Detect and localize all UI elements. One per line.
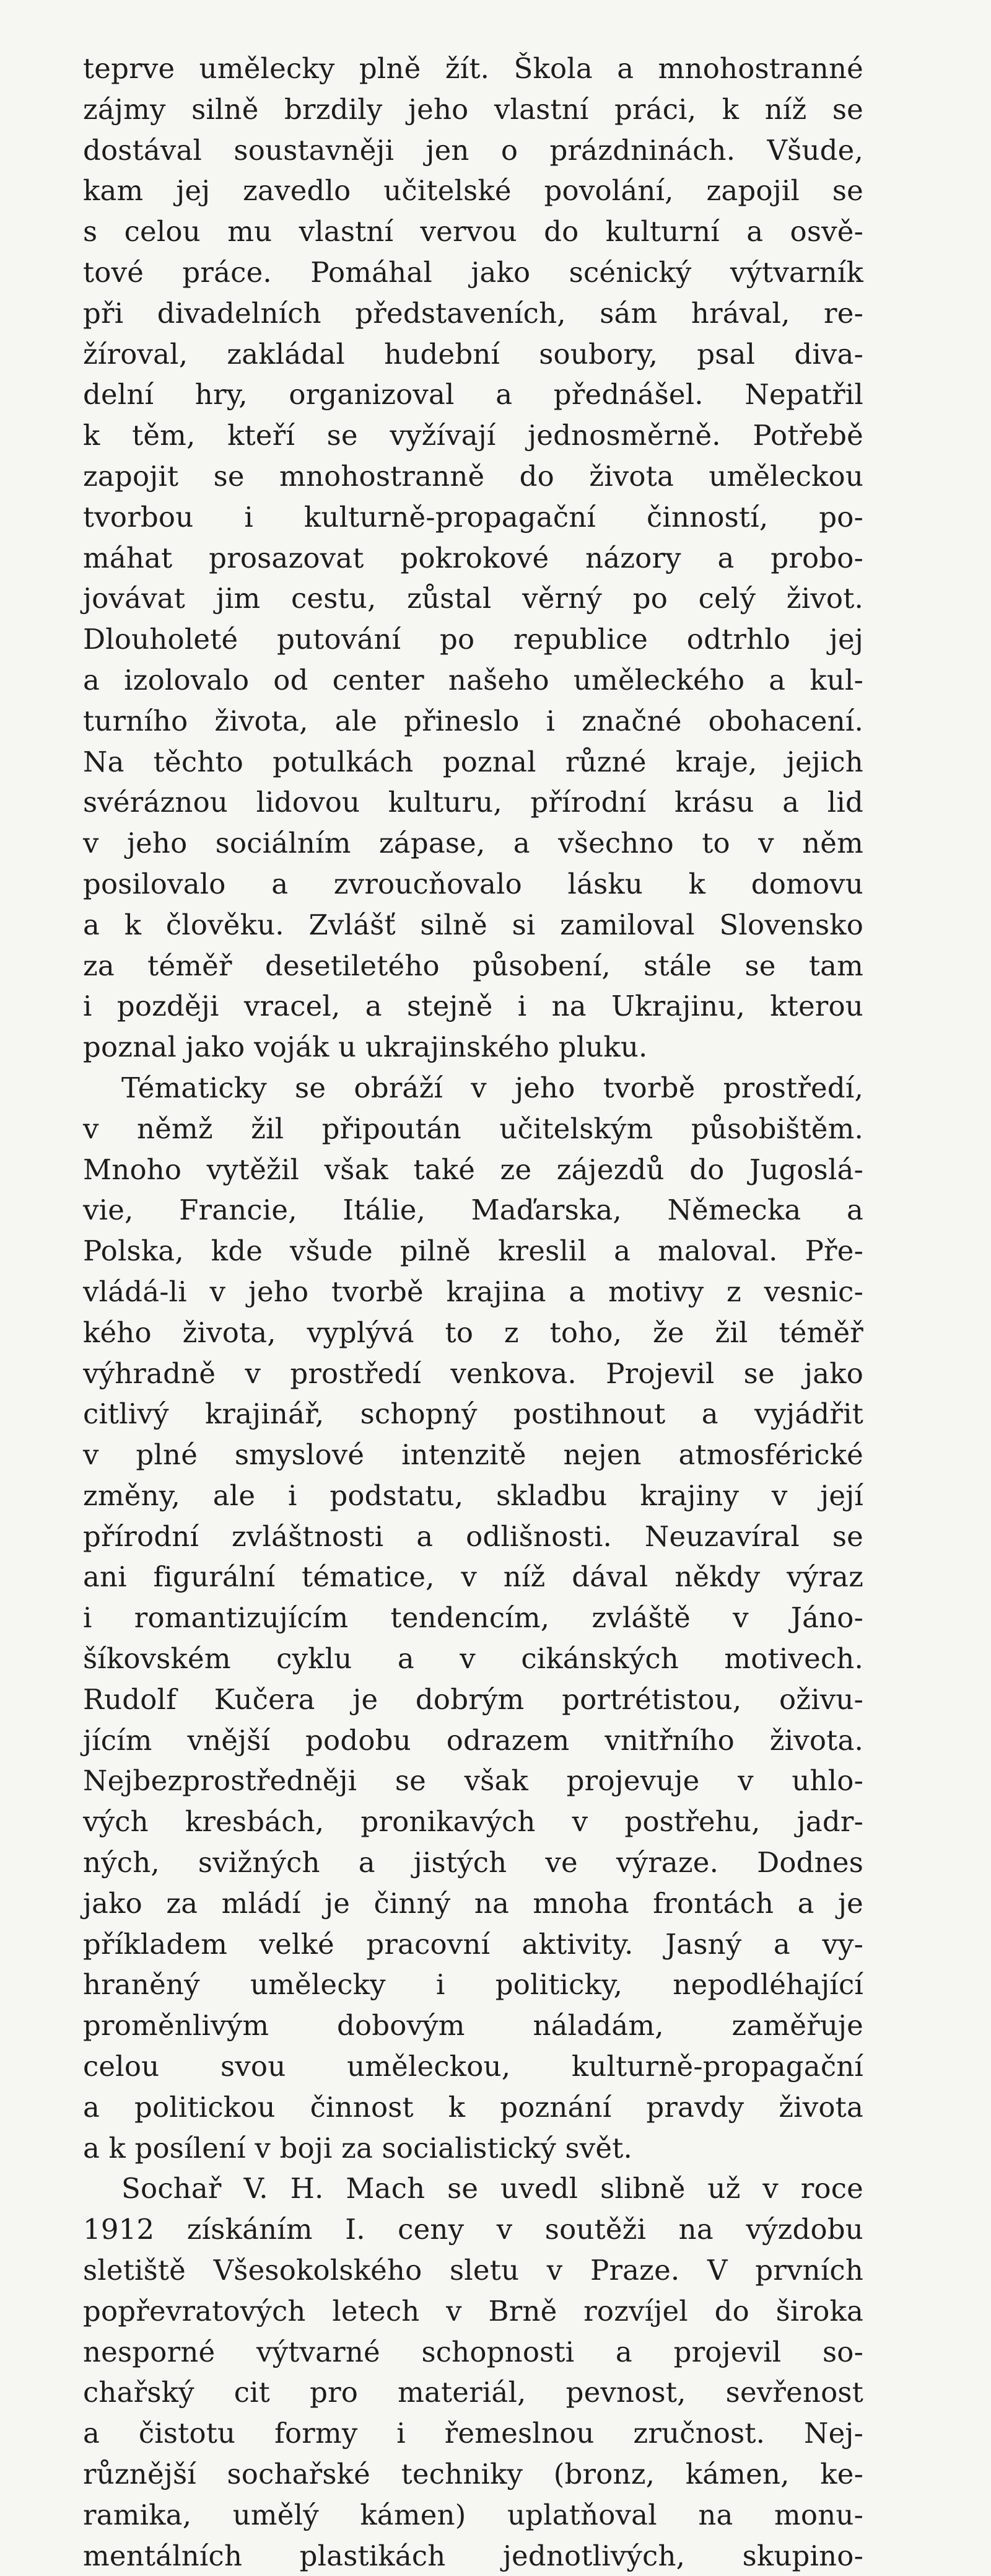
text-line: výhradně v prostředí venkova. Projevil se jako bbox=[83, 1356, 863, 1390]
text-line: delní hry, organizoval a přednášel. Nepatřil bbox=[83, 378, 863, 411]
text-line: přírodní zvláštnosti a odlišnosti. Neuzavíral se bbox=[83, 1519, 863, 1553]
text-line: v němž žil připoután učitelským působištěm. bbox=[83, 1112, 863, 1145]
text-line: různější sochařské techniky (bronz, kámen, ke- bbox=[83, 2458, 863, 2491]
text-line: Mnoho vytěžil však také ze zájezdů do Jugoslá- bbox=[83, 1153, 863, 1186]
text-line: i romantizujícím tendencím, zvláště v Jáno- bbox=[83, 1601, 863, 1635]
text-line: tvorbou i kulturně-propagační činností, po- bbox=[83, 500, 863, 534]
text-line: teprve umělecky plně žít. Škola a mnohostranné bbox=[83, 52, 863, 85]
text-line: za téměř desetiletého působení, stále se tam bbox=[83, 949, 863, 982]
text-line: a k posílení v boji za socialistický svět. bbox=[83, 2131, 632, 2165]
text-line: zájmy silně brzdily jeho vlastní práci, k níž se bbox=[83, 92, 863, 126]
text-line: svéráznou lidovou kulturu, přírodní krásu a lid bbox=[83, 786, 863, 819]
text-line: kého života, vyplývá to z toho, že žil téměř bbox=[83, 1316, 863, 1349]
text-line: citlivý krajinář, schopný postihnout a vyjádřit bbox=[83, 1397, 863, 1431]
text-line: kam jej zavedlo učitelské povolání, zapojil se bbox=[83, 174, 863, 208]
text-line: 1912 získáním I. ceny v soutěži na výzdobu bbox=[83, 2213, 863, 2246]
text-line: turního života, ale přineslo i značné obohacení. bbox=[83, 704, 863, 737]
paragraph-3 bbox=[83, 2168, 863, 2576]
text-line: Tématicky se obráží v jeho tvorbě prostředí, bbox=[121, 1071, 863, 1104]
text-line: Dlouholeté putování po republice odtrhlo jej bbox=[83, 623, 863, 656]
text-line: při divadelních představeních, sám hrával, re- bbox=[83, 296, 863, 330]
text-column bbox=[83, 48, 863, 2576]
text-line: změny, ale i podstatu, skladbu krajiny v její bbox=[83, 1479, 863, 1512]
text-line: jícím vnější podobu odrazem vnitřního života. bbox=[83, 1723, 863, 1757]
text-line: popřevratových letech v Brně rozvíjel do široka bbox=[83, 2294, 863, 2328]
text-line: v jeho sociálním zápase, a všechno to v něm bbox=[83, 827, 863, 860]
text-line: a politickou činnost k poznání pravdy života bbox=[83, 2090, 863, 2124]
text-line: celou svou uměleckou, kulturně-propagační bbox=[83, 2050, 863, 2083]
text-line: ani figurální tématice, v níž dával někdy výraz bbox=[83, 1560, 863, 1594]
text-line: Polska, kde všude pilně kreslil a maloval. Pře- bbox=[83, 1234, 863, 1268]
text-line: žíroval, zakládal hudební soubory, psal diva- bbox=[83, 337, 863, 371]
text-line: poznal jako voják u ukrajinského pluku. bbox=[83, 1031, 648, 1064]
text-line: zapojit se mnohostranně do života uměleckou bbox=[83, 459, 863, 493]
text-line: Nejbezprostředněji se však projevuje v uhlo- bbox=[83, 1764, 863, 1798]
text-line: mentálních plastikách jednotlivých, skupino- bbox=[83, 2539, 863, 2572]
text-line: vých kresbách, pronikavých v postřehu, jadr- bbox=[83, 1805, 863, 1839]
text-line: hraněný umělecky i politicky, nepodléhající bbox=[83, 1968, 863, 2002]
text-line: nesporné výtvarné schopnosti a projevil so- bbox=[83, 2335, 863, 2368]
text-line: vládá-li v jeho tvorbě krajina a motivy z vesnic- bbox=[83, 1275, 863, 1308]
text-line: máhat prosazovat pokrokové názory a probo- bbox=[83, 541, 863, 574]
text-line: proměnlivým dobovým náladám, zaměřuje bbox=[83, 2009, 863, 2042]
text-line: šíkovském cyklu a v cikánských motivech. bbox=[83, 1642, 863, 1676]
text-line: s celou mu vlastní vervou do kulturní a osvě- bbox=[83, 215, 863, 248]
text-line: Na těchto potulkách poznal různé kraje, jejich bbox=[83, 745, 863, 778]
text-line: chařský cit pro materiál, pevnost, sevřenost bbox=[83, 2376, 863, 2409]
text-line: jako za mládí je činný na mnoha frontách a je bbox=[83, 1886, 863, 1920]
text-line: tové práce. Pomáhal jako scénický výtvarník bbox=[83, 255, 863, 289]
text-line: Rudolf Kučera je dobrým portrétistou, oživu- bbox=[83, 1682, 863, 1716]
text-line: a čistotu formy i řemeslnou zručnost. Nej- bbox=[83, 2417, 863, 2450]
text-line: příkladem velké pracovní aktivity. Jasný a vy- bbox=[83, 1927, 863, 1961]
text-line: ramika, umělý kámen) uplatňoval na monu- bbox=[83, 2498, 863, 2531]
text-line: i později vracel, a stejně i na Ukrajinu, kterou bbox=[83, 990, 863, 1023]
text-line: v plné smyslové intenzitě nejen atmosférické bbox=[83, 1438, 863, 1472]
text-line: k těm, kteří se vyžívají jednosměrně. Potřebě bbox=[83, 419, 863, 452]
text-line: dostával soustavněji jen o prázdninách. Všude, bbox=[83, 133, 863, 167]
paragraph-2 bbox=[83, 1068, 863, 2169]
text-line: vie, Francie, Itálie, Maďarska, Německa a bbox=[83, 1193, 863, 1227]
text-line: ných, svižných a jistých ve výraze. Dodnes bbox=[83, 1846, 863, 1879]
text-line: a k člověku. Zvlášť silně si zamiloval Slovensko bbox=[83, 908, 863, 941]
text-line: sletiště Všesokolského sletu v Praze. V prvních bbox=[83, 2254, 863, 2287]
text-line: a izolovalo od center našeho uměleckého a kul- bbox=[83, 663, 863, 697]
text-line: Sochař V. H. Mach se uvedl slibně už v roce bbox=[121, 2172, 863, 2205]
text-line: posilovalo a zvroucňovalo lásku k domovu bbox=[83, 867, 863, 900]
text-line: jovávat jim cestu, zůstal věrný po celý život. bbox=[83, 582, 863, 615]
paragraph-1 bbox=[83, 48, 863, 1068]
